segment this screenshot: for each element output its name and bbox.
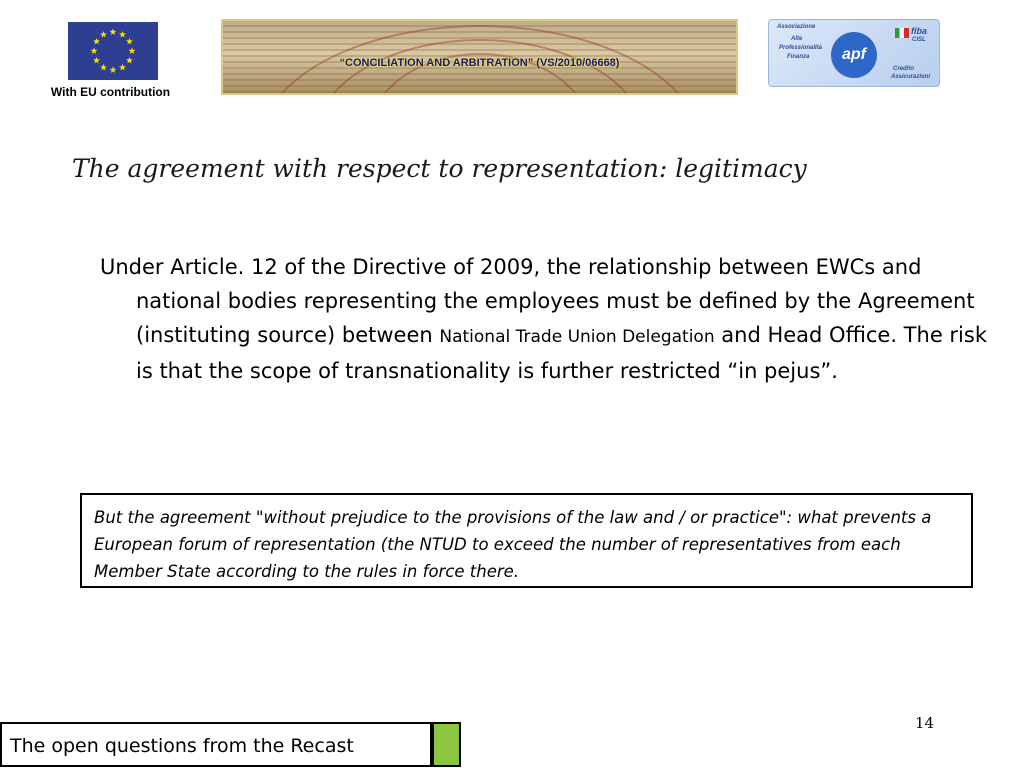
assicurazioni-label: Assicurazioni [891, 74, 931, 80]
fiba-flag-icon [895, 28, 909, 38]
callout-box: But the agreement "without prejudice to the provisions of the law and / or practice": what prevents a European forum of representation (the NTUD to exceed the number of representatives from each Member State according to the rules in force there. [80, 493, 973, 588]
eu-star-icon [100, 64, 107, 71]
footer-green-marker [432, 722, 461, 767]
project-banner-title: “CONCILIATION AND ARBITRATION” (VS/2010/06668) [339, 57, 620, 69]
apf-name-line: Professionalità [779, 45, 823, 51]
project-banner [221, 19, 738, 95]
footer-section-box [0, 722, 432, 767]
body-text-part: and Head Office. The risk is that the scope of transnationality is further restricted “in pejus”. [136, 323, 987, 383]
eu-star-icon [91, 47, 98, 54]
page-number: 14 [915, 714, 935, 732]
slide-title: The agreement with respect to representation: legitimacy [72, 154, 807, 183]
eu-contribution-caption: With EU contribution [50, 85, 171, 99]
eu-star-icon [129, 47, 136, 54]
eu-stars-icon [68, 22, 158, 80]
cisl-label: CISL [912, 37, 926, 43]
eu-star-icon [100, 31, 107, 38]
eu-star-icon [93, 38, 100, 45]
body-paragraph [100, 250, 996, 388]
footer-section-label: The open questions from the Recast [10, 735, 354, 757]
eu-star-icon [110, 66, 117, 73]
apf-name-line: Finanza [787, 54, 810, 60]
eu-star-icon [126, 57, 133, 64]
fiba-label: fiba [911, 26, 928, 36]
eu-star-icon [93, 57, 100, 64]
apf-emblem: apf [831, 32, 877, 78]
apf-fiba-cisl-logo [768, 19, 940, 87]
credito-label: Credito [893, 66, 914, 72]
body-text-ntud: National Trade Union Delegation [439, 327, 715, 347]
eu-star-icon [119, 31, 126, 38]
eu-star-icon [119, 64, 126, 71]
apf-name-line: Alte [791, 36, 803, 42]
apf-association-label: Associazione [777, 24, 816, 30]
eu-star-icon [126, 38, 133, 45]
body-text-part: Under Article. 12 of the Directive of 2009, the relationship between EWCs and national bodies representing the employees must be defined by the Agreement (instituting source) between [100, 255, 975, 347]
eu-star-icon [110, 28, 117, 35]
eu-flag-logo [68, 22, 158, 80]
